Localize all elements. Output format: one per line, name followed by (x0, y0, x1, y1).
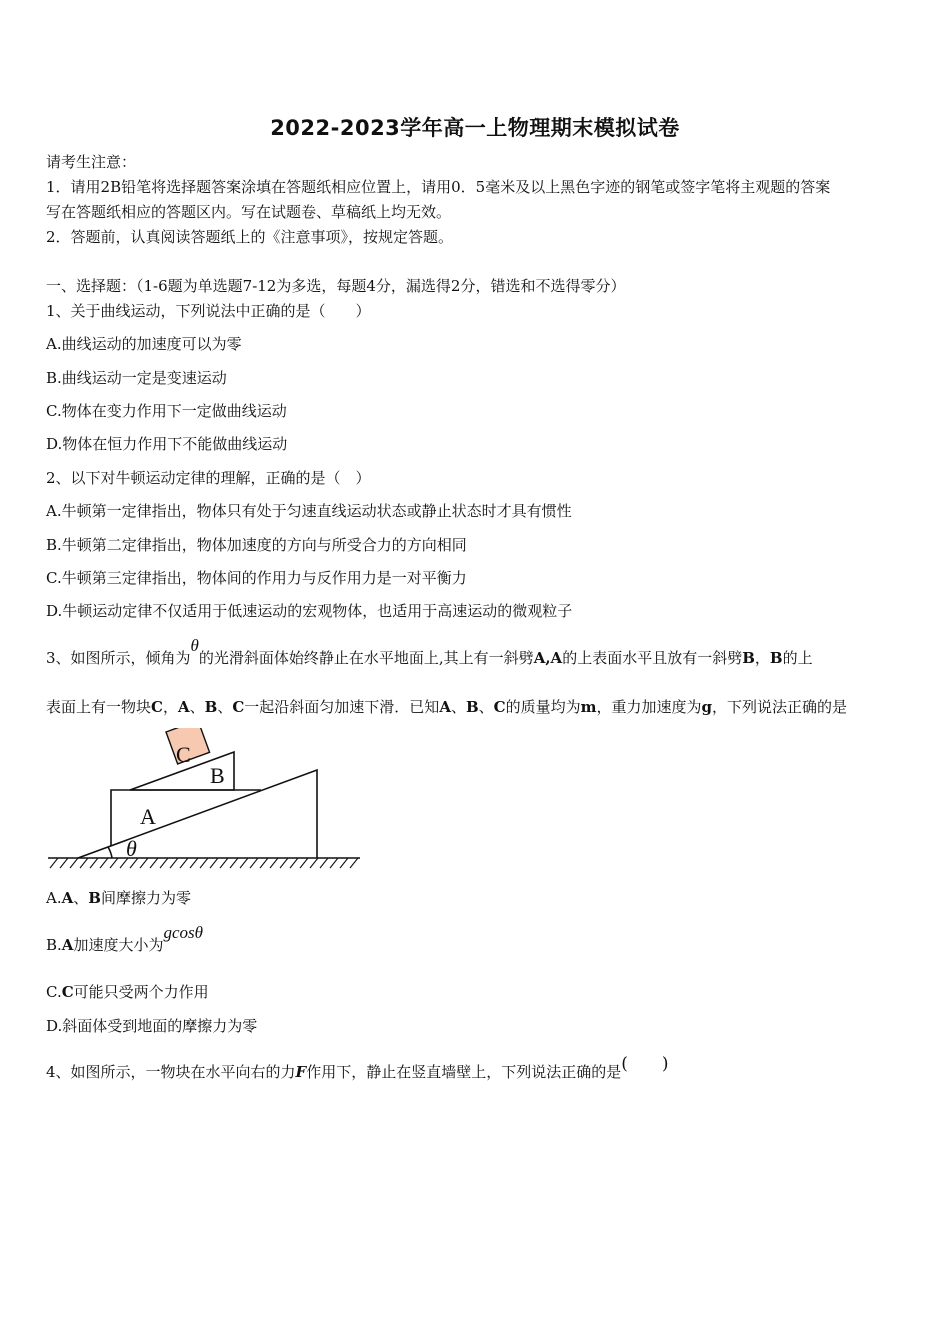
stem-text: 3、如图所示，倾角为 (46, 649, 191, 667)
question-3-option-c (46, 982, 209, 1002)
angle-arc (108, 847, 112, 858)
question-1-option-c: C.物体在变力作用下一定做曲线运动 (46, 402, 287, 420)
stem-text: 、 (217, 698, 233, 716)
stem-label: B (769, 649, 783, 667)
stem-text: 的上表面水平且放有一斜劈 (562, 649, 743, 667)
option-label: C (61, 983, 74, 1001)
question-1-option-b: B.曲线运动一定是变速运动 (46, 369, 227, 387)
question-2-option-c: C.牛顿第三定律指出，物体间的作用力与反作用力是一对平衡力 (46, 569, 467, 587)
stem-text: ， (754, 649, 770, 667)
question-2-option-a: A.牛顿第一定律指出，物体只有处于匀速直线运动状态或静止状态时才具有惯性 (46, 502, 572, 520)
question-3-stem-line-2 (46, 697, 847, 717)
label-c: C (176, 742, 191, 767)
stem-label: C (232, 698, 245, 716)
stem-text: 的光滑斜面体始终静止在水平地面上,其上有一斜劈 (198, 649, 534, 667)
stem-text: ， (162, 698, 178, 716)
stem-label: B (204, 698, 218, 716)
question-1-stem: 1、关于曲线运动，下列说法中正确的是（ ） (46, 302, 371, 320)
incline-figure (44, 728, 364, 873)
question-3-option-a (46, 888, 191, 908)
notice-item: 2．答题前，认真阅读答题纸上的《注意事项》，按规定答题。 (46, 228, 454, 246)
question-3-option-b (46, 923, 203, 955)
stem-text: 4、如图所示，一物块在水平向右的力 (46, 1063, 296, 1081)
label-theta: θ (126, 836, 137, 861)
stem-text: 、 (450, 698, 466, 716)
question-4-stem (46, 1054, 669, 1082)
question-2-option-d: D.牛顿运动定律不仅适用于低速运动的宏观物体，也适用于高速运动的微观粒子 (46, 602, 573, 620)
formula: gcosθ (163, 923, 203, 942)
theta-symbol: θ (190, 636, 199, 655)
ground-hatching (50, 858, 358, 868)
option-letter: C. (46, 983, 62, 1001)
question-2-option-b: B.牛顿第二定律指出，物体加速度的方向与所受合力的方向相同 (46, 536, 467, 554)
question-3-option-d: D.斜面体受到地面的摩擦力为零 (46, 1017, 258, 1035)
stem-text: 、 (189, 698, 205, 716)
option-label: A (61, 889, 74, 907)
stem-label: m (580, 698, 597, 716)
option-text: 可能只受两个力作用 (73, 983, 209, 1001)
question-1-option-d: D.物体在恒力作用下不能做曲线运动 (46, 435, 288, 453)
stem-label: A,A (533, 649, 563, 667)
stem-label: C (151, 698, 163, 716)
answer-blank: ( ) (621, 1054, 669, 1074)
stem-text: 的质量均为 (505, 698, 581, 716)
page-title: 2022-2023学年高一上物理期末模拟试卷 (270, 116, 680, 140)
stem-text: 一起沿斜面匀加速下滑．已知 (244, 698, 440, 716)
section-heading: 一、选择题：（1-6题为单选题7-12为多选，每题4分，漏选得2分，错选和不选得零分） (46, 277, 626, 295)
stem-text: 的上 (782, 649, 813, 667)
stem-text: ，下列说法正确的是 (712, 698, 848, 716)
stem-text: ，重力加速度为 (596, 698, 702, 716)
question-1-option-a: A.曲线运动的加速度可以为零 (46, 335, 242, 353)
option-text: 加速度大小为 (73, 936, 164, 954)
question-2-stem: 2、以下对牛顿运动定律的理解，正确的是（ ） (46, 469, 371, 487)
option-text: 间摩擦力为零 (100, 889, 191, 907)
notice-item: 写在答题纸相应的答题区内。写在试题卷、草稿纸上均无效。 (46, 203, 452, 221)
option-letter: B. (46, 936, 62, 954)
option-text: 、 (73, 889, 89, 907)
notice-heading: 请考生注意： (46, 153, 137, 171)
option-letter: A. (46, 889, 62, 907)
notice-item: 1．请用2B铅笔将选择题答案涂填在答题纸相应位置上，请用0．5毫米及以上黑色字迹的钢笔或签字笔将主观题的答案 (46, 178, 831, 196)
stem-text: 表面上有一物块 (46, 698, 152, 716)
incline-body (78, 770, 317, 858)
stem-text: 、 (478, 698, 494, 716)
question-3-stem-line-1 (46, 636, 813, 668)
stem-label: g (701, 698, 713, 716)
option-label: A (61, 936, 74, 954)
stem-label: C (493, 698, 506, 716)
force-symbol: F (295, 1063, 307, 1081)
option-label: B (88, 889, 101, 907)
stem-label: A (177, 698, 190, 716)
label-b: B (210, 763, 225, 788)
label-a: A (140, 804, 156, 829)
stem-text: 作用下，静止在竖直墙壁上，下列说法正确的是 (306, 1063, 622, 1081)
stem-label: B (465, 698, 479, 716)
stem-label: A (439, 698, 451, 716)
stem-label: B (742, 649, 755, 667)
